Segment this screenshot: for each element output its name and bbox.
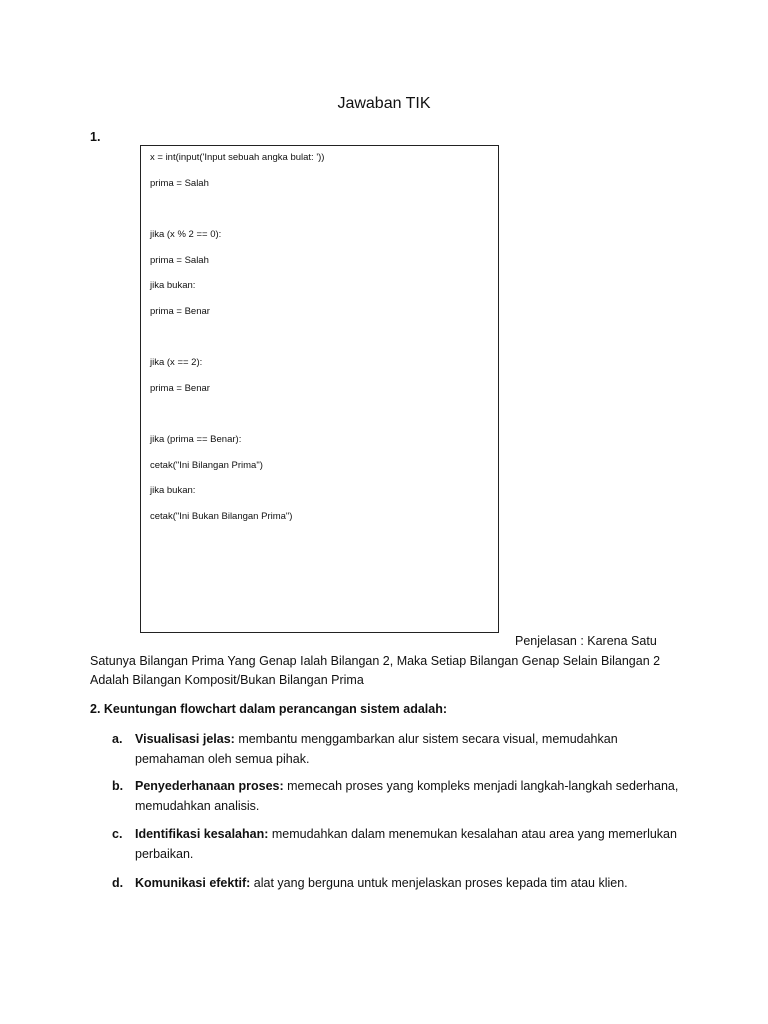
code-box	[140, 145, 499, 633]
code-line: jika bukan:	[150, 485, 196, 496]
code-line: prima = Benar	[150, 306, 210, 317]
explanation-line: Adalah Bilangan Komposit/Bukan Bilangan Prima	[90, 673, 364, 687]
code-line: cetak("Ini Bukan Bilangan Prima")	[150, 511, 293, 522]
list-term: Visualisasi jelas:	[135, 732, 235, 746]
code-line: jika (prima == Benar):	[150, 434, 242, 445]
code-line: prima = Benar	[150, 383, 210, 394]
code-line: prima = Salah	[150, 255, 209, 266]
code-line: jika (x % 2 == 0):	[150, 229, 222, 240]
list-term: Komunikasi efektif:	[135, 876, 251, 890]
code-line: jika (x == 2):	[150, 357, 203, 368]
list-term: Identifikasi kesalahan:	[135, 827, 269, 841]
list-marker: a.	[112, 732, 123, 746]
list-text: memudahkan dalam menemukan kesalahan atau area yang memerlukan perbaikan.	[135, 827, 677, 861]
list-text: alat yang berguna untuk menjelaskan proses kepada tim atau klien.	[250, 876, 628, 890]
code-line: cetak("Ini Bilangan Prima")	[150, 460, 263, 471]
explanation-line: Satunya Bilangan Prima Yang Genap Ialah Bilangan 2, Maka Setiap Bilangan Genap Selain Bilangan 2	[90, 654, 661, 668]
list-term: Penyederhanaan proses:	[135, 779, 284, 793]
code-line: prima = Salah	[150, 178, 209, 189]
list-marker: b.	[112, 779, 124, 793]
page-title: Jawaban TIK	[337, 95, 431, 112]
list-text: memecah proses yang kompleks menjadi langkah-langkah sederhana, memudahkan analisis.	[135, 779, 679, 813]
list-marker: d.	[112, 876, 124, 890]
code-line: x = int(input('Input sebuah angka bulat: '))	[150, 152, 325, 163]
code-line: jika bukan:	[150, 280, 196, 291]
list-marker: c.	[112, 827, 123, 841]
list-text: membantu menggambarkan alur sistem secara visual, memudahkan pemahaman oleh semua pihak.	[135, 732, 618, 766]
section-2-heading: 2. Keuntungan flowchart dalam perancangan sistem adalah:	[90, 702, 448, 716]
question-1-number: 1.	[90, 130, 101, 144]
explanation-heading: Penjelasan : Karena Satu	[515, 634, 657, 648]
